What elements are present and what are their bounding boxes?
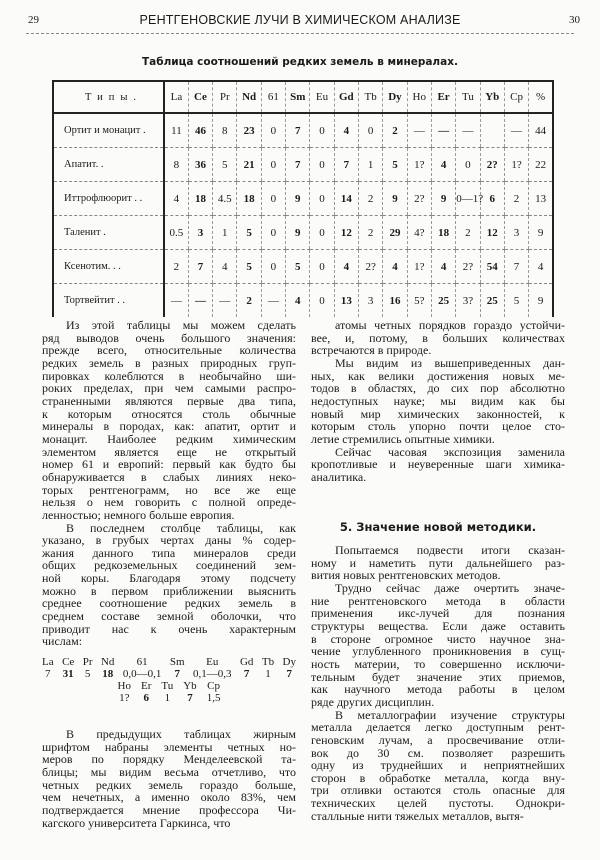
cell-Ho: — xyxy=(407,113,431,148)
cell-Yb: 2? xyxy=(480,148,504,182)
cell-La: 0.5 xyxy=(164,216,188,250)
cell-Dy: 5 xyxy=(383,148,407,182)
right-column-text xyxy=(311,319,565,484)
cell-Sm: 7 xyxy=(286,148,310,182)
text-line: кагского университета Гаркинса, что xyxy=(42,815,231,830)
element-value: 7 xyxy=(286,667,292,680)
text-line: В последнем столбце таблицы, как xyxy=(66,520,296,535)
left-column-text xyxy=(42,319,296,648)
cell-Cp: 7 xyxy=(504,250,528,284)
column-header-61: 61 xyxy=(261,81,285,113)
column-header-Pr: Pr xyxy=(213,81,237,113)
text-line: среднее соотношение редких земель в xyxy=(42,596,296,611)
cell-Er: 4 xyxy=(431,250,455,284)
cell-Tb: 0 xyxy=(359,113,383,148)
element-symbol: Cp xyxy=(207,680,220,692)
text-line: тодов в областях, до сих пор абсолютно xyxy=(311,381,565,396)
cell-Yb xyxy=(480,113,504,148)
table-row xyxy=(53,216,553,250)
cell-Ho: 4? xyxy=(407,216,431,250)
element-Eu xyxy=(193,657,232,680)
element-symbol: Ho xyxy=(117,680,131,692)
element-symbol: Nd xyxy=(100,656,115,668)
cell-Nd: 23 xyxy=(237,113,261,148)
cell-Dy: 4 xyxy=(383,250,407,284)
text-line: летие стремились опытные химики. xyxy=(311,431,495,446)
text-line: Трудно сейчас даже очертить значе- xyxy=(335,580,565,595)
element-symbol: Tu xyxy=(161,680,174,692)
text-line: редких земель в разных природных груп- xyxy=(42,355,296,370)
element-La xyxy=(42,657,54,680)
text-line: общих редкоземельных соединений зем- xyxy=(42,558,296,573)
cell-Tb: 2 xyxy=(359,216,383,250)
element-value: 18 xyxy=(102,667,114,680)
element-symbol: Dy xyxy=(282,656,296,668)
cell-Tb: 2 xyxy=(359,182,383,216)
element-Er xyxy=(141,681,151,704)
cell-Cp: 2 xyxy=(504,182,528,216)
cell-Eu: 0 xyxy=(310,284,334,318)
element-value: 31 xyxy=(62,667,74,680)
cell-Pr: 4 xyxy=(213,250,237,284)
cell-Cp: — xyxy=(504,113,528,148)
text-line: В металлографии изучение структуры xyxy=(335,707,565,722)
cell-%: 44 xyxy=(529,113,553,148)
text-line: прежде всего, относительные количества xyxy=(42,343,296,358)
text-line: блицы; мы видим весьма отчетливо, что xyxy=(42,764,296,779)
element-averages xyxy=(42,657,296,704)
cell-Sm: 9 xyxy=(286,216,310,250)
column-header-Gd: Gd xyxy=(334,81,358,113)
text-line: ных, как велики достижения новых ме- xyxy=(311,368,565,383)
paragraph xyxy=(42,728,296,829)
element-Tu xyxy=(161,681,173,704)
cell-Tu: 2 xyxy=(456,216,480,250)
cell-61: 0 xyxy=(261,216,285,250)
cell-Gd: 14 xyxy=(334,182,358,216)
cell-Nd: 18 xyxy=(237,182,261,216)
text-line: Попытаемся подвести итоги сказан- xyxy=(335,543,565,557)
element-symbol: Tb xyxy=(261,656,275,668)
element-value: 7 xyxy=(45,667,51,680)
element-value: 6 xyxy=(143,691,149,704)
row-type: Иттрофлюорит . . xyxy=(53,182,164,216)
cell-Dy: 29 xyxy=(383,216,407,250)
text-line: аналитика. xyxy=(311,469,367,484)
header-rule xyxy=(26,33,574,34)
text-line: атомы четных порядков гораздо устойчи- xyxy=(335,318,565,332)
cell-Er: 18 xyxy=(431,216,455,250)
cell-Yb: 6 xyxy=(480,182,504,216)
cell-Ho: 5? xyxy=(407,284,431,318)
text-line: вития новых рентгеновских методов. xyxy=(311,568,501,583)
cell-Ce: 18 xyxy=(188,182,212,216)
text-line: которым столь упорно почти целое сто- xyxy=(311,419,565,434)
cell-Er: 25 xyxy=(431,284,455,318)
cell-Gd: 12 xyxy=(334,216,358,250)
text-line: структуры вещества. Если даже оставить xyxy=(311,618,565,633)
text-line: подтверждается мнение профессора Чи- xyxy=(42,802,296,817)
cell-Eu: 0 xyxy=(310,148,334,182)
cell-Gd: 4 xyxy=(334,113,358,148)
text-line: нельзя о нем говорить с полной опреде- xyxy=(42,495,296,510)
text-line: ность материи, то совершенно исключи- xyxy=(311,656,565,671)
row-type: Ксенотим. . . xyxy=(53,250,164,284)
cell-Gd: 4 xyxy=(334,250,358,284)
text-line: ной коры. Благодаря этому подсчету xyxy=(42,571,296,586)
cell-Ce: — xyxy=(188,284,212,318)
element-symbol: Er xyxy=(141,680,152,692)
column-header-Eu: Eu xyxy=(310,81,334,113)
running-header xyxy=(20,10,580,30)
column-header-Tu: Tu xyxy=(456,81,480,113)
cell-%: 22 xyxy=(529,148,553,182)
cell-Eu: 0 xyxy=(310,113,334,148)
element-value: 1 xyxy=(265,667,271,680)
column-header-Nd: Nd xyxy=(237,81,261,113)
column-header-Cp: Cp xyxy=(504,81,528,113)
text-line: ряд выводов очень большого значения: xyxy=(42,330,296,345)
text-line: среднем составе земной оболочки, что xyxy=(42,609,296,624)
text-line: жания данного типа минералов среди xyxy=(42,545,296,560)
text-line: чем нечетных, а именно около 83%, чем xyxy=(42,790,296,805)
cell-61: 0 xyxy=(261,182,285,216)
cell-Pr: 8 xyxy=(213,113,237,148)
element-symbol: 61 xyxy=(136,656,148,668)
cell-Nd: 5 xyxy=(237,216,261,250)
cell-Eu: 0 xyxy=(310,250,334,284)
cell-Pr: 5 xyxy=(213,148,237,182)
table-row xyxy=(53,148,553,182)
cell-Nd: 5 xyxy=(237,250,261,284)
cell-Eu: 0 xyxy=(310,182,334,216)
column-header-Dy: Dy xyxy=(383,81,407,113)
text-line: вок до 30 см. позволяет разрешить xyxy=(311,745,565,760)
paragraph xyxy=(42,522,296,649)
element-symbol: Yb xyxy=(183,680,197,692)
element-Ho xyxy=(118,681,131,704)
element-Ce xyxy=(62,657,74,680)
paragraph xyxy=(311,709,565,823)
cell-Gd: 7 xyxy=(334,148,358,182)
element-value: 0,0—0,1 xyxy=(122,667,162,680)
cell-Ho: 1? xyxy=(407,148,431,182)
cell-Dy: 16 xyxy=(383,284,407,318)
paragraph xyxy=(311,319,565,357)
page-number-right: 30 xyxy=(569,14,580,26)
text-line: В предыдущих таблицах жирным xyxy=(66,727,296,741)
text-line: кропотливые и неуверенные шаги химика- xyxy=(311,457,565,472)
cell-61: 0 xyxy=(261,250,285,284)
element-value: 7 xyxy=(174,667,180,680)
cell-Pr: — xyxy=(213,284,237,318)
cell-Er: — xyxy=(431,113,455,148)
cell-Tu: 2? xyxy=(456,250,480,284)
cell-61: 0 xyxy=(261,148,285,182)
text-line: к которым относятся столь обычные xyxy=(42,406,296,421)
rare-earth-table xyxy=(52,80,554,317)
text-line: три отливки остаются столь опасные для xyxy=(311,783,565,798)
element-value: 7 xyxy=(243,667,250,680)
text-line: недоступных науке; мы видим как бы xyxy=(311,393,565,408)
text-line: числам: xyxy=(42,634,83,649)
column-header-Tb: Tb xyxy=(359,81,383,113)
column-header-Ce: Ce xyxy=(188,81,212,113)
element-symbol: Sm xyxy=(169,656,185,668)
element-Dy xyxy=(283,657,296,680)
right-column-text-continued xyxy=(311,544,565,822)
text-line: приводит нас к очень характерным xyxy=(42,621,296,636)
text-line: номер 61 и европий: первый как будто бы xyxy=(42,457,296,472)
element-value: 5 xyxy=(84,667,91,680)
element-61 xyxy=(123,657,162,680)
cell-Nd: 21 xyxy=(237,148,261,182)
text-line: обнаруживается в слабых линиях неко- xyxy=(42,469,296,484)
column-header-Ho: Ho xyxy=(407,81,431,113)
table-title: Таблица соотношений редких земель в минералах. xyxy=(142,56,458,68)
column-header-La: La xyxy=(164,81,188,113)
text-line: одну из труднейших и неприятнейших xyxy=(311,758,565,773)
text-line: можно в первом приближении выяснить xyxy=(42,583,296,598)
table-row xyxy=(53,113,553,148)
cell-Er: 9 xyxy=(431,182,455,216)
running-title: РЕНТГЕНОВСКИЕ ЛУЧИ В ХИМИЧЕСКОМ АНАЛИЗЕ xyxy=(139,13,461,27)
column-header-Er: Er xyxy=(431,81,455,113)
text-line: торых рентгенограмм, но все же еще xyxy=(42,482,296,497)
text-line: шрифтом набраны элементы четных но- xyxy=(42,739,296,754)
cell-Tu: 0 xyxy=(456,148,480,182)
text-line: чение углубленного проникновения в сущ- xyxy=(311,644,565,659)
cell-Dy: 9 xyxy=(383,182,407,216)
text-line: ному и наметить пути дальнейшего раз- xyxy=(311,555,565,570)
cell-Ho: 2? xyxy=(407,182,431,216)
text-line: Из этой таблицы мы можем сделать xyxy=(66,318,296,332)
element-Pr xyxy=(83,657,93,680)
cell-Ce: 7 xyxy=(188,250,212,284)
text-line: страненными являются первые два типа, xyxy=(42,393,296,408)
paragraph xyxy=(42,319,296,522)
cell-%: 9 xyxy=(529,216,553,250)
cell-%: 9 xyxy=(529,284,553,318)
element-value: 1? xyxy=(119,691,130,704)
paragraph xyxy=(311,544,565,582)
cell-Yb: 12 xyxy=(480,216,504,250)
table-row xyxy=(53,182,553,216)
element-Gd xyxy=(240,657,253,680)
column-header-Sm: Sm xyxy=(286,81,310,113)
text-line: меров по порядку Менделеевской та- xyxy=(42,752,296,767)
text-line: в стороне огромное чисто научное зна- xyxy=(311,631,565,646)
cell-Gd: 13 xyxy=(334,284,358,318)
text-line: как научного метода работы в целом xyxy=(311,682,565,697)
element-Cp xyxy=(207,681,221,704)
cell-Tb: 3 xyxy=(359,284,383,318)
cell-Ce: 36 xyxy=(188,148,212,182)
text-line: сторон в обработке металла, когда вну- xyxy=(311,770,565,785)
text-line: пировках колеблются в необычайно ши- xyxy=(42,368,296,383)
text-line: четных редких земель гораздо больше, xyxy=(42,777,296,792)
cell-Tu: 0—1? xyxy=(456,182,480,216)
element-Sm xyxy=(170,657,185,680)
cell-Pr: 1 xyxy=(213,216,237,250)
cell-%: 13 xyxy=(529,182,553,216)
text-line: монацит. Наиболее редким химическим xyxy=(42,431,296,446)
text-line: применения икс-лучей для познания xyxy=(311,606,565,621)
cell-Tu: 3? xyxy=(456,284,480,318)
cell-La: 8 xyxy=(164,148,188,182)
element-value: 7 xyxy=(187,691,193,704)
cell-Ho: 1? xyxy=(407,250,431,284)
cell-Pr: 4.5 xyxy=(213,182,237,216)
table-row xyxy=(53,250,553,284)
row-type: Тортвейтит . . xyxy=(53,284,164,318)
element-symbol: Gd xyxy=(239,656,254,668)
text-line: минералы в породах, как: апатит, ортит и xyxy=(42,419,296,434)
cell-Sm: 4 xyxy=(286,284,310,318)
table-row xyxy=(53,284,553,318)
cell-Dy: 2 xyxy=(383,113,407,148)
text-line: встречаются в природе. xyxy=(311,343,432,358)
text-line: ние рентгеновского метода в области xyxy=(311,593,565,608)
element-symbol: Eu xyxy=(206,656,219,668)
cell-Sm: 5 xyxy=(286,250,310,284)
text-line: металла делается легко доступным рент- xyxy=(311,720,565,735)
cell-Yb: 25 xyxy=(480,284,504,318)
element-Nd xyxy=(101,657,114,680)
cell-Ce: 3 xyxy=(188,216,212,250)
cell-Nd: 2 xyxy=(237,284,261,318)
cell-Ce: 46 xyxy=(188,113,212,148)
cell-La: 11 xyxy=(164,113,188,148)
cell-Sm: 9 xyxy=(286,182,310,216)
row-type: Апатит. . xyxy=(53,148,164,182)
paragraph xyxy=(311,446,565,484)
row-type: Ортит и монацит . xyxy=(53,113,164,148)
text-line: сталльные нити тяжелых металлов, вытя- xyxy=(311,808,524,823)
cell-Cp: 5 xyxy=(504,284,528,318)
type-header: Типы. xyxy=(53,81,164,113)
text-line: геновским лучам, а просвечивание отли- xyxy=(311,732,565,747)
paragraph xyxy=(311,357,565,446)
cell-Eu: 0 xyxy=(310,216,334,250)
section-heading: 5. Значение новой методики. xyxy=(339,520,537,534)
text-line: ряде других дисциплин. xyxy=(311,694,435,709)
cell-Cp: 1? xyxy=(504,148,528,182)
element-value: 0,1—0,3 xyxy=(192,667,232,680)
text-line: Мы видим из вышеприведенных дан- xyxy=(335,355,565,370)
cell-La: 4 xyxy=(164,182,188,216)
element-value: 1 xyxy=(164,691,171,704)
cell-La: 2 xyxy=(164,250,188,284)
text-line: новый мир химических законностей, к xyxy=(311,406,565,421)
text-line: технических целей пустоты. Однокри- xyxy=(311,796,565,811)
text-line: элементом является еще не открытый xyxy=(42,444,296,459)
row-type: Таленит . xyxy=(53,216,164,250)
text-line: ленностью; немного больше европия. xyxy=(42,507,235,522)
text-line: роких пределах, при чем самыми распро- xyxy=(42,381,296,396)
cell-Tu: — xyxy=(456,113,480,148)
cell-%: 4 xyxy=(529,250,553,284)
element-symbol: La xyxy=(42,656,54,668)
text-line: вее, и, потому, в больших количествах xyxy=(311,330,565,345)
column-header-Yb: Yb xyxy=(480,81,504,113)
paragraph xyxy=(311,582,565,709)
page-number-left: 29 xyxy=(28,14,39,26)
text-line: указано, в грубых чертах даны % содер- xyxy=(42,533,296,548)
cell-La: — xyxy=(164,284,188,318)
cell-Yb: 54 xyxy=(480,250,504,284)
cell-61: — xyxy=(261,284,285,318)
text-line: Сейчас часовая экспозиция заменила xyxy=(335,444,565,459)
cell-61: 0 xyxy=(261,113,285,148)
element-symbol: Ce xyxy=(62,656,75,668)
element-value: 1,5 xyxy=(206,691,221,704)
element-Tb xyxy=(262,657,274,680)
cell-Cp: 3 xyxy=(504,216,528,250)
cell-Tb: 1 xyxy=(359,148,383,182)
cell-Sm: 7 xyxy=(286,113,310,148)
text-line: тельным будет значение этих приемов, xyxy=(311,669,565,684)
element-Yb xyxy=(183,681,196,704)
column-header-%: % xyxy=(529,81,553,113)
cell-Er: 4 xyxy=(431,148,455,182)
cell-Tb: 2? xyxy=(359,250,383,284)
left-column-text-continued xyxy=(42,728,296,829)
element-symbol: Pr xyxy=(82,656,93,668)
